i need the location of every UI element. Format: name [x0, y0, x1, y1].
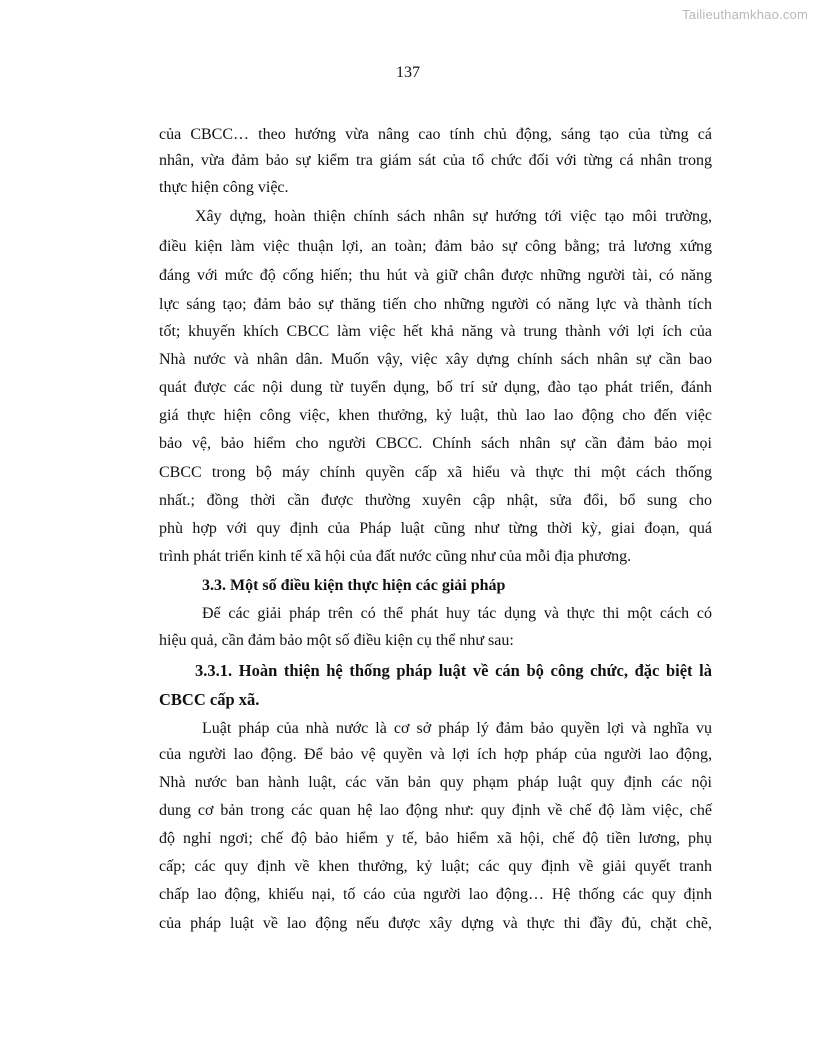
body-line: trình phát triển kinh tế xã hội của đất nước cũng như của mỗi địa phương.	[159, 548, 632, 565]
body-line: điều kiện làm việc thuận lợi, an toàn; đảm bảo sự công bằng; trả lương xứng	[159, 238, 712, 255]
body-line: của CBCC… theo hướng vừa nâng cao tính chủ động, sáng tạo của từng cá	[159, 126, 712, 143]
body-line: của người lao động. Để bảo vệ quyền và lợi ích hợp pháp của người lao động,	[159, 746, 712, 763]
body-line: chấp lao động, khiếu nại, tố cáo của người lao động… Hệ thống các quy định	[159, 886, 712, 903]
body-line: Để các giải pháp trên có thể phát huy tác dụng và thực thi một cách có	[202, 605, 712, 622]
body-line: CBCC trong bộ máy chính quyền cấp xã hiểu và thực thi một cách thống	[159, 464, 712, 481]
body-line: phù hợp với quy định của Pháp luật cũng như từng thời kỳ, giai đoạn, quá	[159, 520, 712, 537]
body-line: của pháp luật về lao động nếu được xây dựng và thực thi đầy đủ, chặt chẽ,	[159, 915, 712, 932]
subsection-heading: CBCC cấp xã.	[159, 690, 260, 709]
body-line: bảo vệ, bảo hiểm cho người CBCC. Chính sách nhân sự cần đảm bảo mọi	[159, 435, 712, 452]
body-line: dung cơ bản trong các quan hệ lao động như: quy định về chế độ làm việc, chế	[159, 802, 712, 819]
body-line: Xây dựng, hoàn thiện chính sách nhân sự hướng tới việc tạo môi trường,	[195, 208, 712, 225]
body-line: nhân, vừa đảm bảo sự kiểm tra giám sát của tổ chức đối với từng cá nhân trong	[159, 152, 712, 169]
body-line: tốt; khuyến khích CBCC làm việc hết khả năng và trung thành với lợi ích của	[159, 323, 712, 340]
watermark: Tailieuthamkhao.com	[682, 7, 808, 22]
body-line: thực hiện công việc.	[159, 179, 289, 196]
body-line: lực sáng tạo; đảm bảo sự thăng tiến cho những người có năng lực và thành tích	[159, 296, 712, 313]
body-line: giá thực hiện công việc, khen thưởng, kỷ luật, thù lao lao động cho đến việc	[159, 407, 712, 424]
body-line: độ nghỉ ngơi; chế độ bảo hiểm y tế, bảo hiểm xã hội, chế độ tiền lương, phụ	[159, 830, 712, 847]
page-number: 137	[396, 64, 420, 81]
body-line: đáng với mức độ cống hiến; thu hút và giữ chân được những người tài, có năng	[159, 267, 712, 284]
section-heading: 3.3. Một số điều kiện thực hiện các giải pháp	[202, 577, 506, 594]
body-line: hiệu quả, cần đảm bảo một số điều kiện cụ thể như sau:	[159, 632, 514, 649]
body-line: nhất.; đồng thời cần được thường xuyên cập nhật, sửa đổi, bổ sung cho	[159, 492, 712, 509]
body-line: quát được các nội dung từ tuyển dụng, bố trí sử dụng, đào tạo phát triển, đánh	[159, 379, 712, 396]
body-line: cấp; các quy định về khen thưởng, kỷ luật; các quy định về giải quyết tranh	[159, 858, 712, 875]
body-line: Nhà nước ban hành luật, các văn bản quy phạm pháp luật quy định các nội	[159, 774, 712, 791]
body-line: Nhà nước và nhân dân. Muốn vậy, việc xây dựng chính sách nhân sự cần bao	[159, 351, 712, 368]
subsection-heading: 3.3.1. Hoàn thiện hệ thống pháp luật về cán bộ công chức, đặc biệt là	[195, 661, 712, 680]
body-line: Luật pháp của nhà nước là cơ sở pháp lý đảm bảo quyền lợi và nghĩa vụ	[202, 720, 712, 737]
